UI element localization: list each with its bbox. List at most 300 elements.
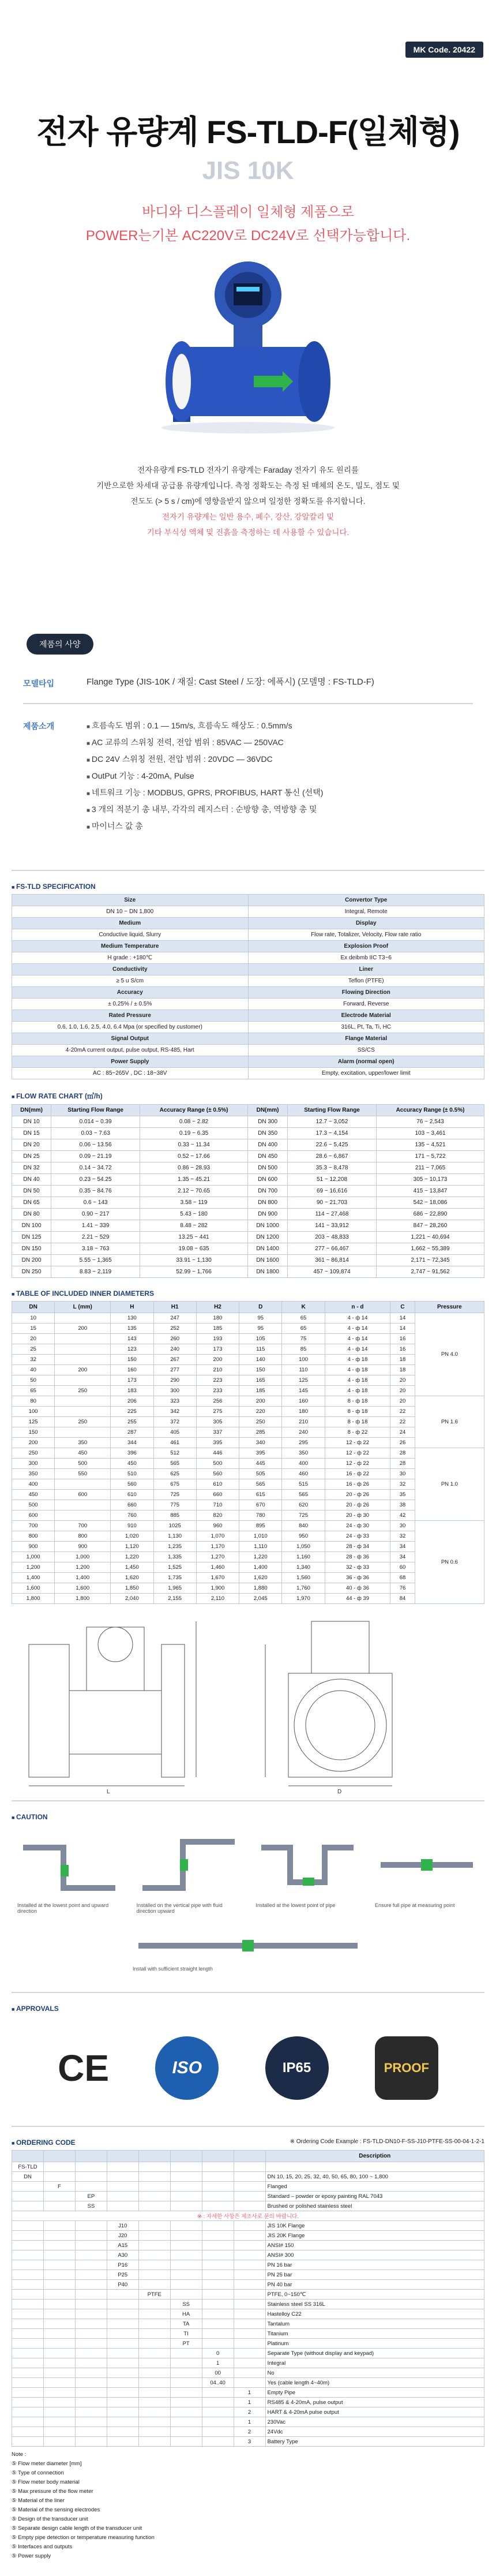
table-row <box>12 1139 484 1151</box>
table-row <box>12 1313 484 1323</box>
flowmeter-image <box>138 260 358 439</box>
table-cell: 1,900 <box>196 1583 239 1594</box>
table-cell: DN 1200 <box>248 1232 288 1243</box>
table-cell <box>43 2417 75 2427</box>
table-row <box>12 2260 484 2270</box>
table-cell: 0.03 ~ 7.63 <box>51 1128 140 1139</box>
table-cell: 1025 <box>153 1521 196 1531</box>
table-cell <box>234 2182 265 2192</box>
table-row <box>12 2417 484 2427</box>
table-cell <box>202 2172 234 2182</box>
table-cell <box>170 2407 202 2417</box>
table-cell <box>75 2319 107 2329</box>
table-cell: 1.41 ~ 339 <box>51 1220 140 1232</box>
table-cell: 26 <box>390 1438 415 1448</box>
column-header: Accuracy Range (± 0.5%) <box>377 1105 484 1116</box>
table-cell <box>107 2309 138 2319</box>
table-cell: 28.6 ~ 6,867 <box>288 1151 377 1162</box>
table-cell <box>234 2319 265 2329</box>
table-cell: Forward, Reverse <box>248 999 484 1010</box>
table-cell: Integral <box>265 2358 484 2368</box>
table-cell: HA <box>170 2309 202 2319</box>
table-cell: 600 <box>12 1511 55 1521</box>
table-cell <box>138 2407 170 2417</box>
column-header <box>138 2151 170 2162</box>
table-cell: 183 <box>111 1386 153 1396</box>
table-row <box>12 1469 484 1479</box>
table-cell <box>75 2339 107 2349</box>
table-cell <box>234 2241 265 2250</box>
table-cell <box>202 2260 234 2270</box>
table-cell <box>234 2378 265 2388</box>
table-cell: 1,220 <box>111 1552 153 1562</box>
table-cell <box>75 2162 107 2172</box>
table-cell <box>43 2398 75 2407</box>
table-cell <box>170 2241 202 2250</box>
table-cell: 250 <box>55 1386 111 1396</box>
column-header: C <box>390 1302 415 1313</box>
table-cell: DN 32 <box>12 1162 51 1174</box>
table-row <box>12 918 484 929</box>
table-cell: 0.06 ~ 13.56 <box>51 1139 140 1151</box>
table-cell <box>202 2388 234 2398</box>
table-cell: A15 <box>107 2241 138 2250</box>
table-cell <box>138 2201 170 2211</box>
table-row <box>12 2172 484 2182</box>
table-cell: J10 <box>107 2221 138 2231</box>
table-cell <box>234 2201 265 2211</box>
table-cell: 1,160 <box>282 1552 325 1562</box>
table-cell: 100 <box>12 1407 55 1417</box>
table-cell: 110 <box>282 1365 325 1375</box>
table-cell: 28 <box>390 1459 415 1469</box>
legend-item: ⑤ Interfaces and outputs <box>12 2544 73 2550</box>
table-cell: 16 <box>390 1334 415 1344</box>
table-cell: DN 20 <box>12 1139 51 1151</box>
table-cell: 344 <box>111 1438 153 1448</box>
table-cell: 8.48 ~ 282 <box>140 1220 248 1232</box>
table-cell: 185 <box>196 1323 239 1334</box>
table-cell: 510 <box>111 1469 153 1479</box>
table-cell: 24Vdc <box>265 2427 484 2437</box>
table-row <box>12 2427 484 2437</box>
table-cell: 457 ~ 109,874 <box>288 1266 377 1278</box>
dimension-table <box>12 1301 484 1604</box>
table-cell: 141 ~ 33,912 <box>288 1220 377 1232</box>
table-cell: 760 <box>111 1511 153 1521</box>
table-cell <box>138 2427 170 2437</box>
table-cell: 80 <box>12 1396 55 1407</box>
table-cell: 8 - ф 18 <box>325 1396 390 1407</box>
table-cell: DN 600 <box>248 1174 288 1186</box>
table-cell <box>138 2241 170 2250</box>
table-cell: 1,010 <box>239 1531 282 1542</box>
table-cell: Flange Material <box>248 1033 484 1045</box>
column-header <box>234 2151 265 2162</box>
table-cell: 565 <box>153 1459 196 1469</box>
table-cell <box>138 2349 170 2358</box>
table-cell: 445 <box>239 1459 282 1469</box>
table-cell: DN 1800 <box>248 1266 288 1278</box>
table-cell: No <box>265 2368 484 2378</box>
table-cell <box>138 2162 170 2172</box>
table-cell: 33.91 ~ 1,130 <box>140 1255 248 1266</box>
table-cell: 95 <box>239 1323 282 1334</box>
table-cell: 22.6 ~ 5,425 <box>288 1139 377 1151</box>
table-cell: 0 <box>202 2349 234 2358</box>
table-row <box>12 1186 484 1197</box>
table-cell <box>138 2280 170 2290</box>
table-cell: FS-TLD <box>12 2162 44 2172</box>
table-row <box>12 1116 484 1128</box>
table-cell <box>138 2358 170 2368</box>
table-row <box>12 1573 484 1583</box>
table-cell: 295 <box>282 1438 325 1448</box>
table-row <box>12 1174 484 1186</box>
table-cell: 40 <box>12 1365 55 1375</box>
table-header-row <box>12 2151 484 2162</box>
table-cell <box>107 2398 138 2407</box>
table-row <box>12 1562 484 1573</box>
table-cell <box>107 2427 138 2437</box>
table-cell <box>138 2192 170 2201</box>
table-row <box>12 1427 484 1438</box>
table-cell: 52.99 ~ 1,766 <box>140 1266 248 1278</box>
table-cell: 0.6 ~ 143 <box>51 1197 140 1209</box>
table-cell <box>75 2417 107 2427</box>
table-row <box>12 1511 484 1521</box>
table-cell <box>107 2437 138 2447</box>
table-cell <box>75 2260 107 2270</box>
table-cell <box>202 2427 234 2437</box>
table-cell <box>43 2260 75 2270</box>
table-cell <box>170 2231 202 2241</box>
table-cell <box>75 2358 107 2368</box>
table-cell: Teflon (PTFE) <box>248 975 484 987</box>
table-cell <box>107 2201 138 2211</box>
table-cell: 90 ~ 21,703 <box>288 1197 377 1209</box>
mk-code-badge: MK Code. 20422 <box>405 42 483 58</box>
table-cell <box>75 2182 107 2192</box>
caution-images <box>0 1824 496 1923</box>
table-cell: 2,045 <box>239 1594 282 1604</box>
table-cell: 560 <box>111 1479 153 1490</box>
column-header <box>75 2151 107 2162</box>
table-cell: 2,747 ~ 91,562 <box>377 1266 484 1278</box>
table-cell: DN 1600 <box>248 1255 288 1266</box>
table-cell: 256 <box>196 1396 239 1407</box>
table-cell <box>107 2378 138 2388</box>
table-cell: 200 <box>55 1323 111 1334</box>
table-cell: 220 <box>239 1407 282 1417</box>
table-cell <box>43 2290 75 2300</box>
table-row <box>12 2378 484 2388</box>
table-cell: 1,400 <box>12 1573 55 1583</box>
table-cell: 211 ~ 7,065 <box>377 1162 484 1174</box>
table-cell: 2.12 ~ 70.65 <box>140 1186 248 1197</box>
table-cell: 16 - ф 22 <box>325 1469 390 1479</box>
table-cell <box>138 2231 170 2241</box>
order-note: ※ : 자세한 사항은 제조사로 문의 바랍니다. <box>12 2211 484 2221</box>
table-cell: 660 <box>111 1500 153 1511</box>
table-cell <box>170 2270 202 2280</box>
table-cell: 51 ~ 12,208 <box>288 1174 377 1186</box>
table-cell: 515 <box>282 1479 325 1490</box>
table-cell: Display <box>248 918 484 929</box>
table-cell: PN 16 bar <box>265 2260 484 2270</box>
table-cell: Ex deibmb IIC T3~6 <box>248 952 484 964</box>
table-cell: 1,850 <box>111 1583 153 1594</box>
table-cell: 1,200 <box>55 1562 111 1573</box>
table-cell <box>107 2300 138 2309</box>
table-cell: Rated Pressure <box>12 1010 249 1022</box>
table-cell <box>234 2270 265 2280</box>
caution-title: ■ CAUTION <box>0 1807 496 1824</box>
ordering-code-example: ※ Ordering Code Example : FS-TLD-DN10-F-SS-J10-PTFE-SS-00-04-1-2-1 <box>290 2138 484 2145</box>
table-cell: 350 <box>12 1469 55 1479</box>
features-list: ■ 흐름속도 범위 : 0.1 — 15m/s, 흐름속도 해상도 : 0.5mm/s ■ AC 교류의 스위칭 전력, 전압 범위 : 85VAC — 250VAC ■ DC 24V 스위칭 전원, 전압 범위 : 20VDC — 36VDC ■ OutPut 기능 : 4-20mA, Pulse ■ 네트워크 기능 : MODBUS, GPRS, PROFIBUS, HART 통신 (선택) ■ 3 개의 적분기 총 내부, 각각의 레지스터 : 순방향 총, 역방향 총 및 ■ 마이너스 값 총 <box>87 718 473 835</box>
table-cell: 0.90 ~ 217 <box>51 1209 140 1220</box>
approvals-title: ■ APPROVALS <box>0 1999 496 2016</box>
table-cell <box>170 2290 202 2300</box>
table-cell: 500 <box>196 1459 239 1469</box>
table-cell: 40 - ф 36 <box>325 1583 390 1594</box>
column-header: DN <box>12 1302 55 1313</box>
table-cell: 250 <box>239 1417 282 1427</box>
table-cell: 1,050 <box>282 1542 325 1552</box>
table-cell <box>202 2250 234 2260</box>
table-cell <box>234 2368 265 2378</box>
table-cell: 0.33 ~ 11.34 <box>140 1139 248 1151</box>
table-cell: 225 <box>111 1407 153 1417</box>
ordering-code-table <box>12 2150 484 2447</box>
table-row <box>12 1344 484 1355</box>
table-cell <box>138 2329 170 2339</box>
dimension-drawings <box>12 1610 484 1794</box>
table-cell: Signal Output <box>12 1033 249 1045</box>
table-cell <box>138 2300 170 2309</box>
table-row <box>12 2407 484 2417</box>
table-cell: 14 <box>390 1323 415 1334</box>
table-cell <box>107 2388 138 2398</box>
column-header <box>43 2151 75 2162</box>
table-cell: 3.18 ~ 763 <box>51 1243 140 1255</box>
table-cell: 1,110 <box>239 1542 282 1552</box>
table-cell: 252 <box>153 1323 196 1334</box>
table-cell <box>12 2329 44 2339</box>
table-cell: DN 15 <box>12 1128 51 1139</box>
table-cell <box>43 2427 75 2437</box>
table-row <box>12 2339 484 2349</box>
table-cell: 140 <box>239 1355 282 1365</box>
table-row <box>12 964 484 975</box>
table-cell: 36 - ф 36 <box>325 1573 390 1583</box>
table-cell: 450 <box>111 1459 153 1469</box>
table-cell: 1,800 <box>12 1594 55 1604</box>
table-cell: 28 <box>390 1448 415 1459</box>
table-cell: 16 <box>390 1344 415 1355</box>
table-cell: 960 <box>196 1521 239 1531</box>
table-cell: J20 <box>107 2231 138 2241</box>
table-row <box>12 2309 484 2319</box>
table-cell: 4-20mA current output, pulse output, RS-485, Hart <box>12 1045 249 1056</box>
table-cell <box>107 2329 138 2339</box>
table-cell: 173 <box>111 1375 153 1386</box>
table-cell <box>75 2172 107 2182</box>
table-cell <box>43 2319 75 2329</box>
legend-item: ⑤ Type of connection <box>12 2470 64 2476</box>
table-cell: Titanium <box>265 2329 484 2339</box>
table-cell <box>75 2250 107 2260</box>
table-cell: 8 - ф 18 <box>325 1407 390 1417</box>
table-cell <box>138 2270 170 2280</box>
table-cell: 0.35 ~ 84.76 <box>51 1186 140 1197</box>
table-cell: 1 <box>234 2398 265 2407</box>
table-cell: 17.3 ~ 4,154 <box>288 1128 377 1139</box>
table-row <box>12 952 484 964</box>
svg-text:L: L <box>107 1789 110 1794</box>
table-cell <box>75 2427 107 2437</box>
legend-item: ⑤ Separate design cable length of the transducer unit <box>12 2525 142 2532</box>
table-row <box>12 1396 484 1407</box>
table-cell: 20 - ф 26 <box>325 1490 390 1500</box>
table-cell <box>138 2437 170 2447</box>
table-cell: JIS 10K Flange <box>265 2221 484 2231</box>
table-cell <box>43 2172 75 2182</box>
table-cell: 600 <box>55 1490 111 1500</box>
table-cell: 185 <box>239 1386 282 1396</box>
table-row <box>12 2241 484 2250</box>
legend-item: ⑤ Design of the transducer unit <box>12 2516 88 2522</box>
table-cell: 4 - ф 18 <box>325 1375 390 1386</box>
table-row <box>12 1490 484 1500</box>
table-cell: 143 <box>111 1334 153 1344</box>
table-cell <box>138 2221 170 2231</box>
table-cell <box>202 2231 234 2241</box>
table-cell: DN 700 <box>248 1186 288 1197</box>
table-cell: PTFE, 0~150℃ <box>265 2290 484 2300</box>
table-cell: 145 <box>282 1386 325 1396</box>
table-cell <box>12 2250 44 2260</box>
table-cell: 2,155 <box>153 1594 196 1604</box>
legend-item: ⑤ Flow meter diameter [mm] <box>12 2461 82 2467</box>
table-cell <box>12 2182 44 2192</box>
table-cell: 30 <box>390 1521 415 1531</box>
table-cell: 0.08 ~ 2.82 <box>140 1116 248 1128</box>
table-row <box>12 895 484 906</box>
table-cell: 0.6, 1.0, 1.6, 2.5, 4.0, 6.4 Mpa (or specified by customer) <box>12 1022 249 1033</box>
legend-item: ⑤ Flow meter body material <box>12 2479 80 2485</box>
table-row <box>12 2398 484 2407</box>
table-cell: 1,221 ~ 40,694 <box>377 1232 484 1243</box>
table-cell <box>234 2280 265 2290</box>
table-cell: 12 - ф 22 <box>325 1448 390 1459</box>
table-cell: 12.7 ~ 3,052 <box>288 1116 377 1128</box>
table-cell: 69 ~ 16,616 <box>288 1186 377 1197</box>
table-cell: 277 <box>153 1365 196 1375</box>
table-cell <box>170 2221 202 2231</box>
table-row <box>12 906 484 918</box>
table-cell <box>234 2349 265 2358</box>
ip65-logo: IP65 <box>265 2036 329 2100</box>
table-cell <box>55 1396 111 1407</box>
table-cell: 5.43 ~ 180 <box>140 1209 248 1220</box>
table-cell <box>75 2290 107 2300</box>
table-cell <box>12 2290 44 2300</box>
table-cell <box>75 2437 107 2447</box>
table-cell: Separate Type (without display and keypad) <box>265 2349 484 2358</box>
table-cell: 260 <box>153 1334 196 1344</box>
table-cell: 1 <box>202 2358 234 2368</box>
table-cell <box>202 2192 234 2201</box>
table-cell: DN 250 <box>12 1266 51 1278</box>
table-cell: Flow rate, Totalizer, Velocity, Flow rate ratio <box>248 929 484 941</box>
iso-logo: ISO <box>155 2036 219 2100</box>
page-subtitle: JIS 10K <box>202 156 294 185</box>
table-cell <box>138 2309 170 2319</box>
table-cell: 1,450 <box>111 1562 153 1573</box>
table-cell: ANSI# 300 <box>265 2250 484 2260</box>
table-cell: 1,270 <box>196 1552 239 1562</box>
table-cell: 725 <box>153 1490 196 1500</box>
table-cell: 300 <box>12 1459 55 1469</box>
table-cell: DN 50 <box>12 1186 51 1197</box>
table-cell: 250 <box>12 1448 55 1459</box>
table-cell: DN 150 <box>12 1243 51 1255</box>
table-cell: 240 <box>282 1427 325 1438</box>
table-cell: 125 <box>12 1417 55 1427</box>
table-cell: 1 <box>234 2388 265 2398</box>
table-cell: Convertor Type <box>248 895 484 906</box>
svg-text:D: D <box>337 1789 342 1794</box>
table-cell: DN 450 <box>248 1151 288 1162</box>
spec-section-header <box>0 600 496 675</box>
table-cell: 460 <box>282 1469 325 1479</box>
table-cell <box>43 2329 75 2339</box>
pressure-cell: PN 4.0 <box>415 1313 484 1396</box>
table-cell <box>202 2280 234 2290</box>
table-row <box>12 2290 484 2300</box>
table-cell <box>234 2192 265 2201</box>
table-cell <box>75 2231 107 2241</box>
table-cell: 560 <box>196 1469 239 1479</box>
table-row <box>12 1531 484 1542</box>
table-cell: 3 <box>234 2437 265 2447</box>
table-cell: 150 <box>111 1355 153 1365</box>
table-cell <box>12 2309 44 2319</box>
table-cell: Conductivity <box>12 964 249 975</box>
table-row <box>12 1128 484 1139</box>
table-cell: 395 <box>196 1438 239 1448</box>
table-row <box>12 1197 484 1209</box>
table-cell: 625 <box>153 1469 196 1479</box>
table-cell: DN 900 <box>248 1209 288 1220</box>
table-cell: 20 <box>12 1334 55 1344</box>
table-row <box>12 2231 484 2241</box>
table-cell <box>202 2407 234 2417</box>
table-cell: 00 <box>202 2368 234 2378</box>
table-cell: 150 <box>239 1365 282 1375</box>
table-cell <box>12 2388 44 2398</box>
table-cell <box>107 2162 138 2172</box>
table-cell: Electrode Material <box>248 1010 484 1022</box>
table-cell: 20 <box>390 1396 415 1407</box>
column-header: L (mm) <box>55 1302 111 1313</box>
table-cell: DN 10, 15, 20, 25, 32, 40, 50, 65, 80, 100 ~ 1,800 <box>265 2172 484 2182</box>
table-cell: 95 <box>239 1313 282 1323</box>
table-cell: 24 - ф 33 <box>325 1531 390 1542</box>
table-cell: 22 <box>390 1417 415 1427</box>
